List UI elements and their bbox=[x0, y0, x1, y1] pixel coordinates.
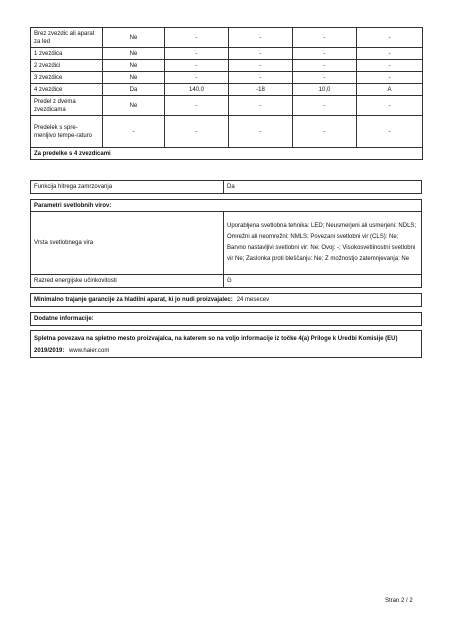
table-row bbox=[31, 60, 423, 72]
warranty-label: Minimalno trajanje garancije za hladilni aparat, ki jo nudi proizvajalec: bbox=[34, 297, 233, 303]
table-cell: - bbox=[357, 116, 423, 148]
table-cell: - bbox=[103, 116, 165, 148]
table-cell: - bbox=[165, 28, 229, 48]
table-cell: - bbox=[357, 60, 423, 72]
energy-class-row bbox=[30, 274, 422, 288]
row-label: 3 zvezdice bbox=[31, 72, 103, 84]
table-cell: - bbox=[229, 96, 293, 116]
table-cell: - bbox=[357, 28, 423, 48]
compartment-table bbox=[30, 27, 423, 160]
row-label: Brez zvezdic ali aparat za led bbox=[31, 28, 103, 48]
energy-class-label: Razred energijske učinkovitosti bbox=[31, 275, 224, 287]
manufacturer-link-label: Spletna povezava na spletno mesto proizvajalca, na katerem so na voljo informacije iz točke 4(a) Priloge k Uredbi Komisije (EU) 2019/2019: bbox=[34, 336, 398, 354]
table-cell: - bbox=[293, 72, 357, 84]
table-cell: A bbox=[357, 84, 423, 96]
extra-info-header: Dodatne informacije: bbox=[30, 312, 422, 326]
table-row bbox=[31, 84, 423, 96]
energy-class-value: G bbox=[227, 277, 232, 284]
table-cell: 10,0 bbox=[293, 84, 357, 96]
table-cell: -18 bbox=[229, 84, 293, 96]
table-cell: Ne bbox=[103, 96, 165, 116]
fast-freeze-value: Da bbox=[227, 183, 235, 190]
table-cell: - bbox=[165, 116, 229, 148]
table-cell: - bbox=[229, 48, 293, 60]
table-cell: - bbox=[165, 48, 229, 60]
table-cell: Ne bbox=[103, 48, 165, 60]
fast-freeze-row bbox=[30, 180, 422, 194]
table-cell: - bbox=[229, 72, 293, 84]
table-cell: - bbox=[165, 72, 229, 84]
table-cell: - bbox=[357, 72, 423, 84]
table-cell: - bbox=[229, 116, 293, 148]
light-type-label: Vrsta svetlobnega vira bbox=[31, 212, 224, 274]
table-cell: - bbox=[293, 60, 357, 72]
table-cell: - bbox=[357, 96, 423, 116]
row-label: Predel z dvema zvezdicama bbox=[31, 96, 103, 116]
table-cell: Ne bbox=[103, 60, 165, 72]
row-label: Predelek s spre-menljivo tempe-raturo bbox=[31, 116, 103, 148]
table-cell: - bbox=[165, 60, 229, 72]
light-type-row bbox=[30, 211, 422, 275]
row-label: 4 zvezdice bbox=[31, 84, 103, 96]
table-cell: - bbox=[357, 48, 423, 60]
table-cell: - bbox=[229, 60, 293, 72]
compartment-table-body bbox=[31, 28, 423, 160]
warranty-value: 24 mesecev bbox=[236, 297, 270, 303]
table-cell: - bbox=[293, 96, 357, 116]
manufacturer-link-row bbox=[30, 330, 422, 358]
table-cell: - bbox=[229, 28, 293, 48]
table-cell: Ne bbox=[103, 72, 165, 84]
row-label: 1 zvezdica bbox=[31, 48, 103, 60]
table-row bbox=[31, 116, 423, 148]
page-number: Stran 2 / 2 bbox=[385, 598, 413, 604]
light-header: Parametri svetlobnih virov: bbox=[30, 199, 422, 212]
table-cell: 140,0 bbox=[165, 84, 229, 96]
light-type-value: Uporabljena svetlobna tehnika: LED; Neusmerjeni ali usmerjeni: NDLS; Omrežni ali neomrežni: NMLS; Povezani svetlobni vir (CLS): Ne; Barvno nastavljivi svetlobni vir: Ne; Ovoj: -; Visokosvetlinostni svetlobni vir Ne; Zaslonka proti bleščanju: Ne; Z možnostjo zatemnjevanja: Ne bbox=[227, 223, 417, 262]
table-footer-label: Za predelke s 4 zvezdicami bbox=[31, 148, 423, 160]
manufacturer-link[interactable]: www.haier.com bbox=[69, 348, 110, 354]
fast-freeze-label: Funkcija hitrega zamrzovanja bbox=[31, 181, 224, 193]
table-cell: - bbox=[293, 116, 357, 148]
row-label: 2 zvezdici bbox=[31, 60, 103, 72]
table-row bbox=[31, 28, 423, 48]
table-cell: - bbox=[165, 96, 229, 116]
table-row bbox=[31, 72, 423, 84]
table-row bbox=[31, 148, 423, 160]
table-cell: Da bbox=[103, 84, 165, 96]
table-cell: Ne bbox=[103, 28, 165, 48]
warranty-row bbox=[30, 293, 422, 307]
table-cell: - bbox=[293, 28, 357, 48]
table-cell: - bbox=[293, 48, 357, 60]
table-row bbox=[31, 48, 423, 60]
table-row bbox=[31, 96, 423, 116]
